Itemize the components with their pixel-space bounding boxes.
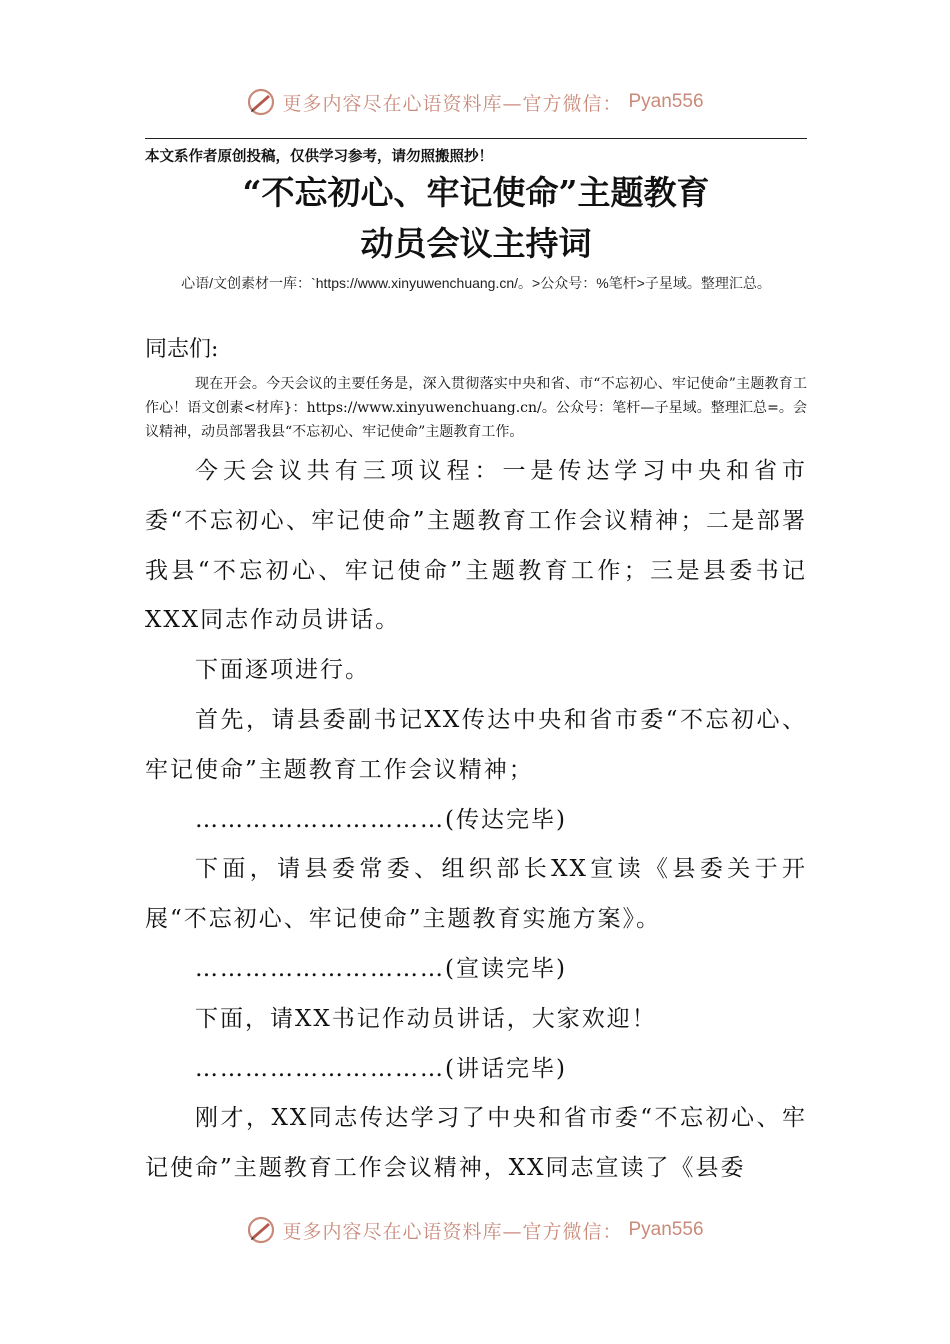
paragraph-relay-done: …………………………(传达完毕) xyxy=(195,806,567,833)
paragraph-third-item: 下面，请XX书记作动员讲话，大家欢迎！ xyxy=(195,1005,657,1032)
pen-logo-icon xyxy=(246,1215,276,1245)
document-title-line-1: “不忘初心、牢记使命”主题教育 xyxy=(242,173,710,212)
paragraph-summary: 刚才，XX同志传达学习了中央和省市委“不忘初心、牢记使命”主题教育工作会议精神，XX同志宣读了《县委 xyxy=(145,1105,807,1182)
header-divider xyxy=(145,138,807,139)
paragraph-agenda: 今天会议共有三项议程：一是传达学习中央和省市委“不忘初心、牢记使命”主题教育工作会议精神；二是部署我县“不忘初心、牢记使命”主题教育工作；三是县委书记XXX同志作动员讲话。 xyxy=(145,458,807,634)
watermark-wechat-id: Pyan556 xyxy=(628,91,704,112)
watermark-bottom xyxy=(0,1210,950,1250)
document-body xyxy=(145,447,807,1194)
greeting: 同志们: xyxy=(145,337,219,362)
paragraph-reading-done: …………………………(宣读完毕) xyxy=(195,955,567,982)
paragraph-second-item: 下面，请县委常委、组织部长XX宣读《县委关于开展“不忘初心、牢记使命”主题教育实施方案》。 xyxy=(145,856,807,933)
watermark-wechat-id: Pyan556 xyxy=(628,1219,704,1240)
paragraph-speech-done: …………………………(讲话完毕) xyxy=(195,1055,567,1082)
source-note: 心语/文创素材一库：`https://www.xinyuwenchuang.cn/。>公众号：%笔杆>子星域。整理汇总。 xyxy=(181,275,771,291)
pen-logo-icon xyxy=(246,87,276,117)
watermark-text: 更多内容尽在心语资料库—官方微信： xyxy=(282,1220,623,1243)
paragraph-first-item: 首先，请县委副书记XX传达中央和省市委“不忘初心、牢记使命”主题教育工作会议精神； xyxy=(145,706,807,783)
paragraph-proceed: 下面逐项进行。 xyxy=(195,657,370,684)
watermark-text: 更多内容尽在心语资料库—官方微信： xyxy=(282,92,623,115)
watermark-top xyxy=(0,82,950,122)
document-title-line-2: 动员会议主持词 xyxy=(360,224,592,263)
intro-paragraph: 现在开会。今天会议的主要任务是，深入贯彻落实中央和省、市“不忘初心、牢记使命”主题教育工作心！语文创素<材库}：https://www.xinyuwenchuang.cn/。公众号：笔杆—子星域。整理汇总=。会议精神，动员部署我县“不忘初心、牢记使命”主题教育工作。 xyxy=(145,376,807,440)
disclaimer: 本文系作者原创投稿，仅供学习参考，请勿照搬照抄！ xyxy=(145,148,493,165)
